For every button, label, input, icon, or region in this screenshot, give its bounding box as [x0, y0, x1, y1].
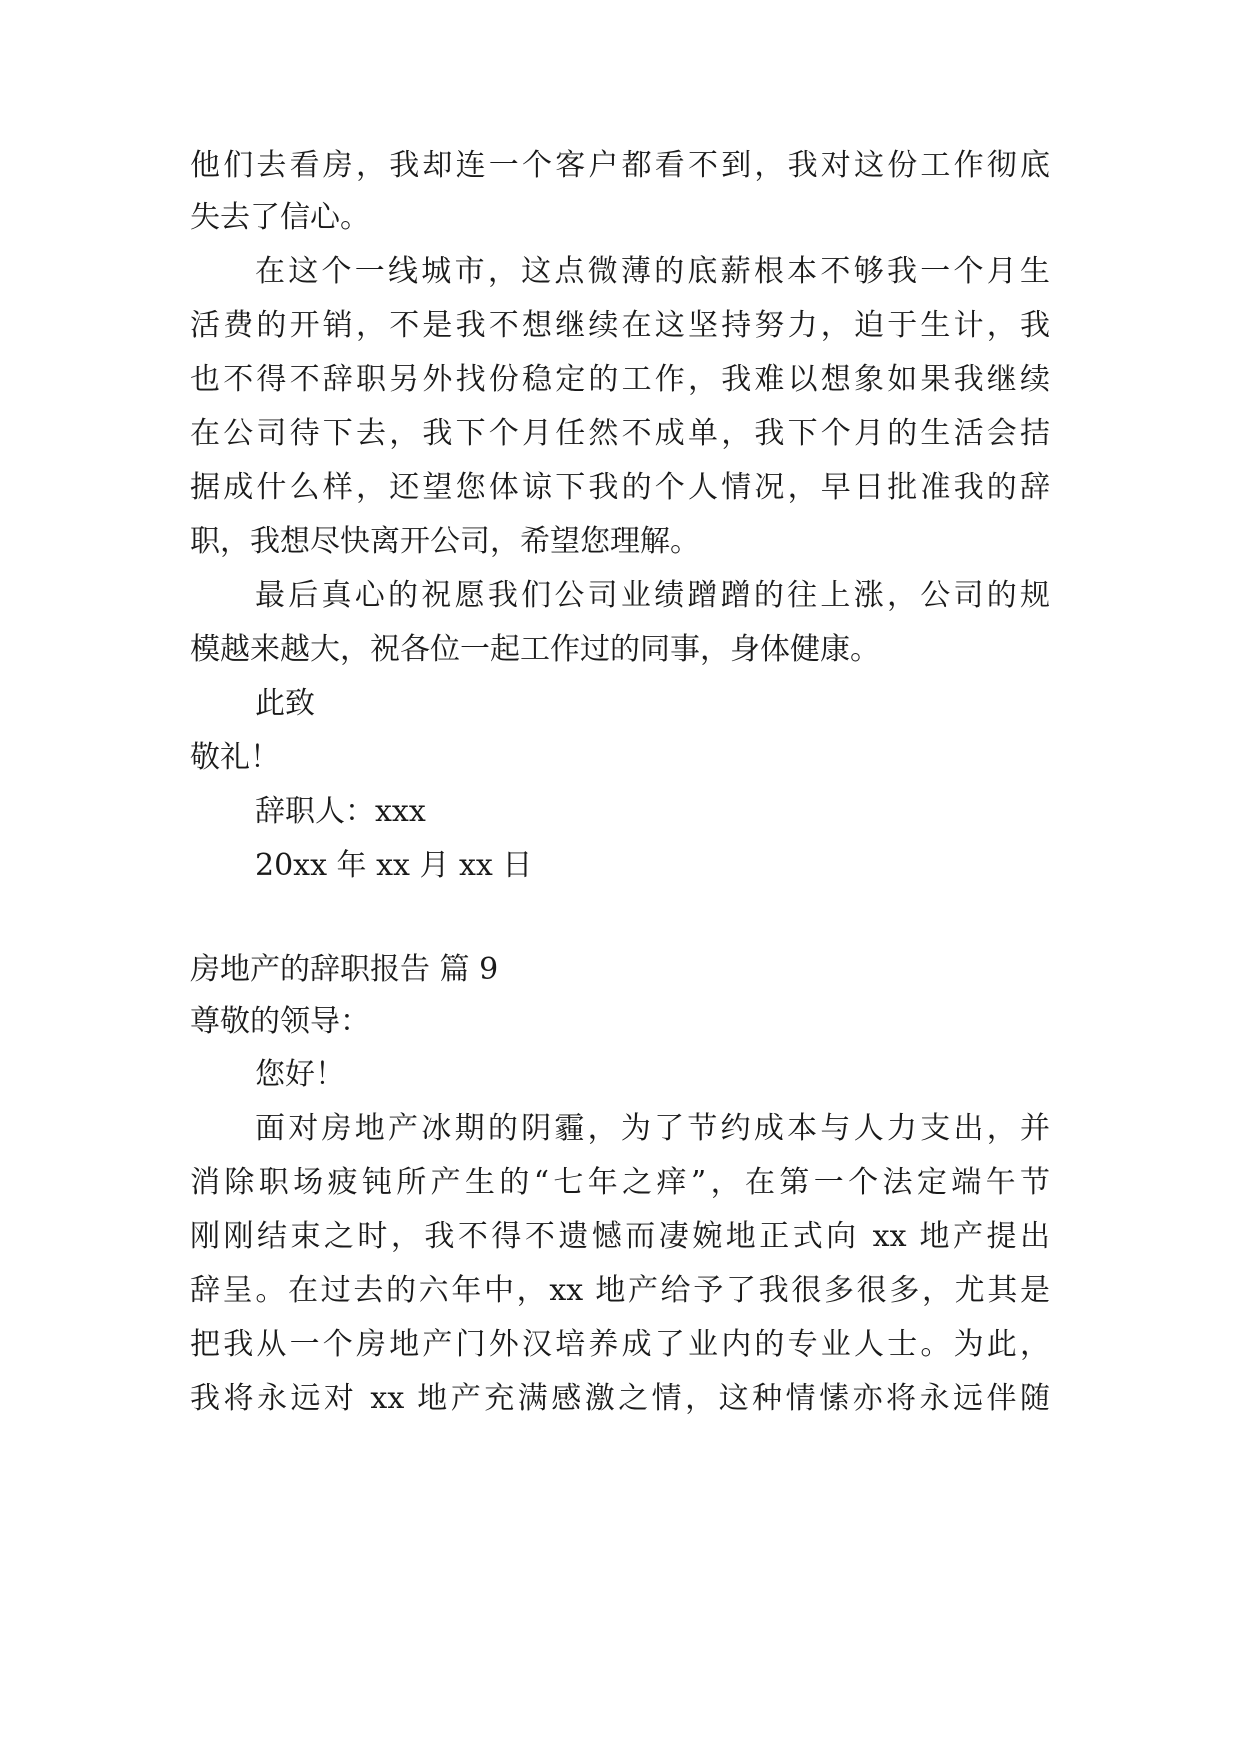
paragraph-line: 模越来越大，祝各位一起工作过的同事，身体健康。	[190, 632, 880, 667]
paragraph-line: 我将永远对 xx 地产充满感激之情，这种情愫亦将永远伴随	[190, 1381, 1050, 1416]
paragraph-line: 失去了信心。	[190, 200, 370, 235]
paragraph-line: 消除职场疲钝所产生的“七年之痒”，在第一个法定端午节	[190, 1165, 1050, 1200]
paragraph-line: 刚刚结束之时，我不得不遗憾而凄婉地正式向 xx 地产提出	[190, 1219, 1050, 1254]
paragraph-line: 据成什么样，还望您体谅下我的个人情况，早日批准我的辞	[190, 470, 1050, 505]
greeting-line: 尊敬的领导：	[190, 1004, 370, 1039]
paragraph-line: 面对房地产冰期的阴霾，为了节约成本与人力支出，并	[255, 1111, 1050, 1146]
paragraph-line: 把我从一个房地产门外汉培养成了业内的专业人士。为此，	[190, 1327, 1050, 1362]
paragraph-line: 在公司待下去，我下个月任然不成单，我下个月的生活会拮	[190, 416, 1050, 451]
section-heading: 房地产的辞职报告 篇 9	[190, 952, 499, 987]
greeting-line: 您好！	[255, 1057, 345, 1092]
signature-line: 辞职人：xxx	[255, 794, 426, 829]
paragraph-line: 辞呈。在过去的六年中，xx 地产给予了我很多很多，尤其是	[190, 1273, 1050, 1308]
paragraph-line: 活费的开销，不是我不想继续在这坚持努力，迫于生计，我	[190, 308, 1050, 343]
paragraph-line: 在这个一线城市，这点微薄的底薪根本不够我一个月生	[255, 254, 1050, 289]
closing-line: 此致	[255, 686, 315, 721]
date-line: 20xx 年 xx 月 xx 日	[255, 848, 533, 883]
paragraph-line: 他们去看房，我却连一个客户都看不到，我对这份工作彻底	[190, 148, 1050, 183]
paragraph-line: 最后真心的祝愿我们公司业绩蹭蹭的往上涨，公司的规	[255, 578, 1050, 613]
salutation-line: 敬礼！	[190, 740, 280, 775]
paragraph-line: 也不得不辞职另外找份稳定的工作，我难以想象如果我继续	[190, 362, 1050, 397]
paragraph-line: 职，我想尽快离开公司，希望您理解。	[190, 524, 700, 559]
